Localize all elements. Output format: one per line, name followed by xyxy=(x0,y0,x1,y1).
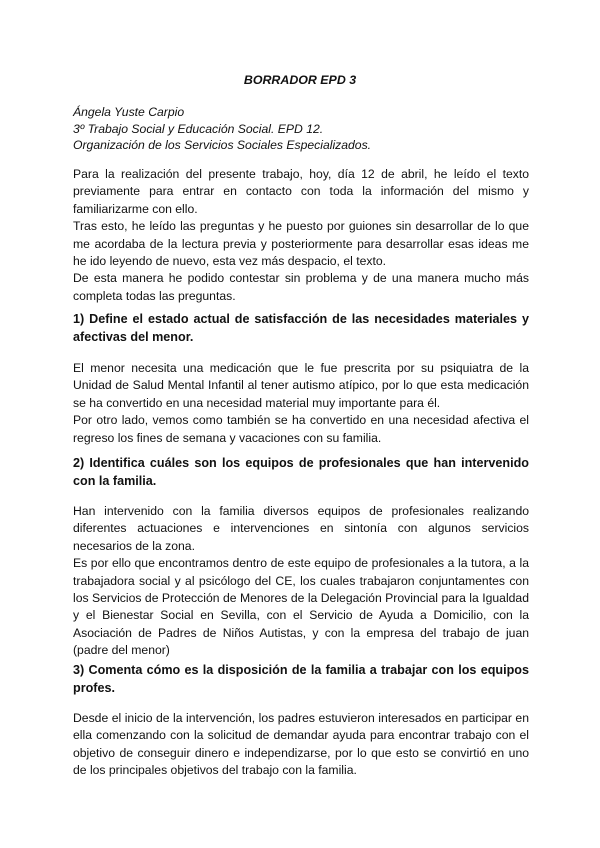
author-subject: Organización de los Servicios Sociales Especializados. xyxy=(73,138,372,152)
answer-paragraph: El menor necesita una medicación que le fue prescrita por su psiquiatra de la Unidad de Salud Mental Infantil al tener autismo atípico, por lo que esta medicación se ha convertido en una necesidad material muy importante para él. xyxy=(73,361,529,410)
question-heading: 3) Comenta cómo es la disposición de la familia a trabajar con los equipos profes. xyxy=(73,663,529,695)
answer-paragraph: Es por ello que encontramos dentro de este equipo de profesionales a la tutora, a la trabajadora social y al psicólogo del CE, los cuales trabajaron conjuntamentes con los Servicios de Protección de Menores de la Delegación Provincial para la Igualdad y el Bienestar Social en Sevilla, con el Servicio de Ayuda a Domicilio, con la Asociación de Padres de Niños Autistas, y con la empresa del trabajo de juan (padre del menor) xyxy=(73,556,529,658)
intro-paragraph: De esta manera he podido contestar sin problema y de una manera mucho más completa todas las preguntas. xyxy=(73,271,529,303)
question-1-heading-block xyxy=(73,311,529,346)
question-1-answer xyxy=(73,360,529,447)
author-name: Ángela Yuste Carpio xyxy=(73,105,185,119)
answer-paragraph: Han intervenido con la familia diversos equipos de profesionales realizando diferentes actuaciones e intervenciones en sintonía con algunos servicios necesarios de la zona. xyxy=(73,504,529,553)
question-2-heading-block xyxy=(73,455,529,490)
question-heading: 2) Identifica cuáles son los equipos de profesionales que han intervenido con la familia. xyxy=(73,456,529,488)
question-3-heading-block xyxy=(73,662,529,697)
question-2-answer xyxy=(73,503,529,660)
question-heading: 1) Define el estado actual de satisfacción de las necesidades materiales y afectivas del menor. xyxy=(73,312,529,344)
author-block xyxy=(73,104,533,154)
document-title: BORRADOR EPD 3 xyxy=(243,73,357,87)
author-course: 3º Trabajo Social y Educación Social. EPD 12. xyxy=(73,121,324,136)
answer-paragraph: Por otro lado, vemos como también se ha convertido en una necesidad afectiva el regreso los fines de semana y vacaciones con su familia. xyxy=(73,413,529,445)
question-3-answer xyxy=(73,710,529,780)
intro-paragraph: Tras esto, he leído las preguntas y he puesto por guiones sin desarrollar de lo que me acordaba de la lectura previa y posteriormente para desarrollar esas ideas me he ido leyendo de nuevo, esta vez más despacio, el texto. xyxy=(73,219,529,269)
intro-paragraph: Para la realización del presente trabajo, hoy, día 12 de abril, he leído el texto previamente para entrar en contacto con toda la información del mismo y familiarizarme con ello. xyxy=(73,167,529,216)
answer-paragraph: Desde el inicio de la intervención, los padres estuvieron interesados en participar en ella comenzando con la solicitud de demandar ayuda para encontrar trabajo con el objetivo de conseguir dinero e independizarse, por lo que esto se convirtió en uno de los principales objetivos del trabajo con la familia. xyxy=(73,711,529,778)
intro-section xyxy=(73,166,529,305)
